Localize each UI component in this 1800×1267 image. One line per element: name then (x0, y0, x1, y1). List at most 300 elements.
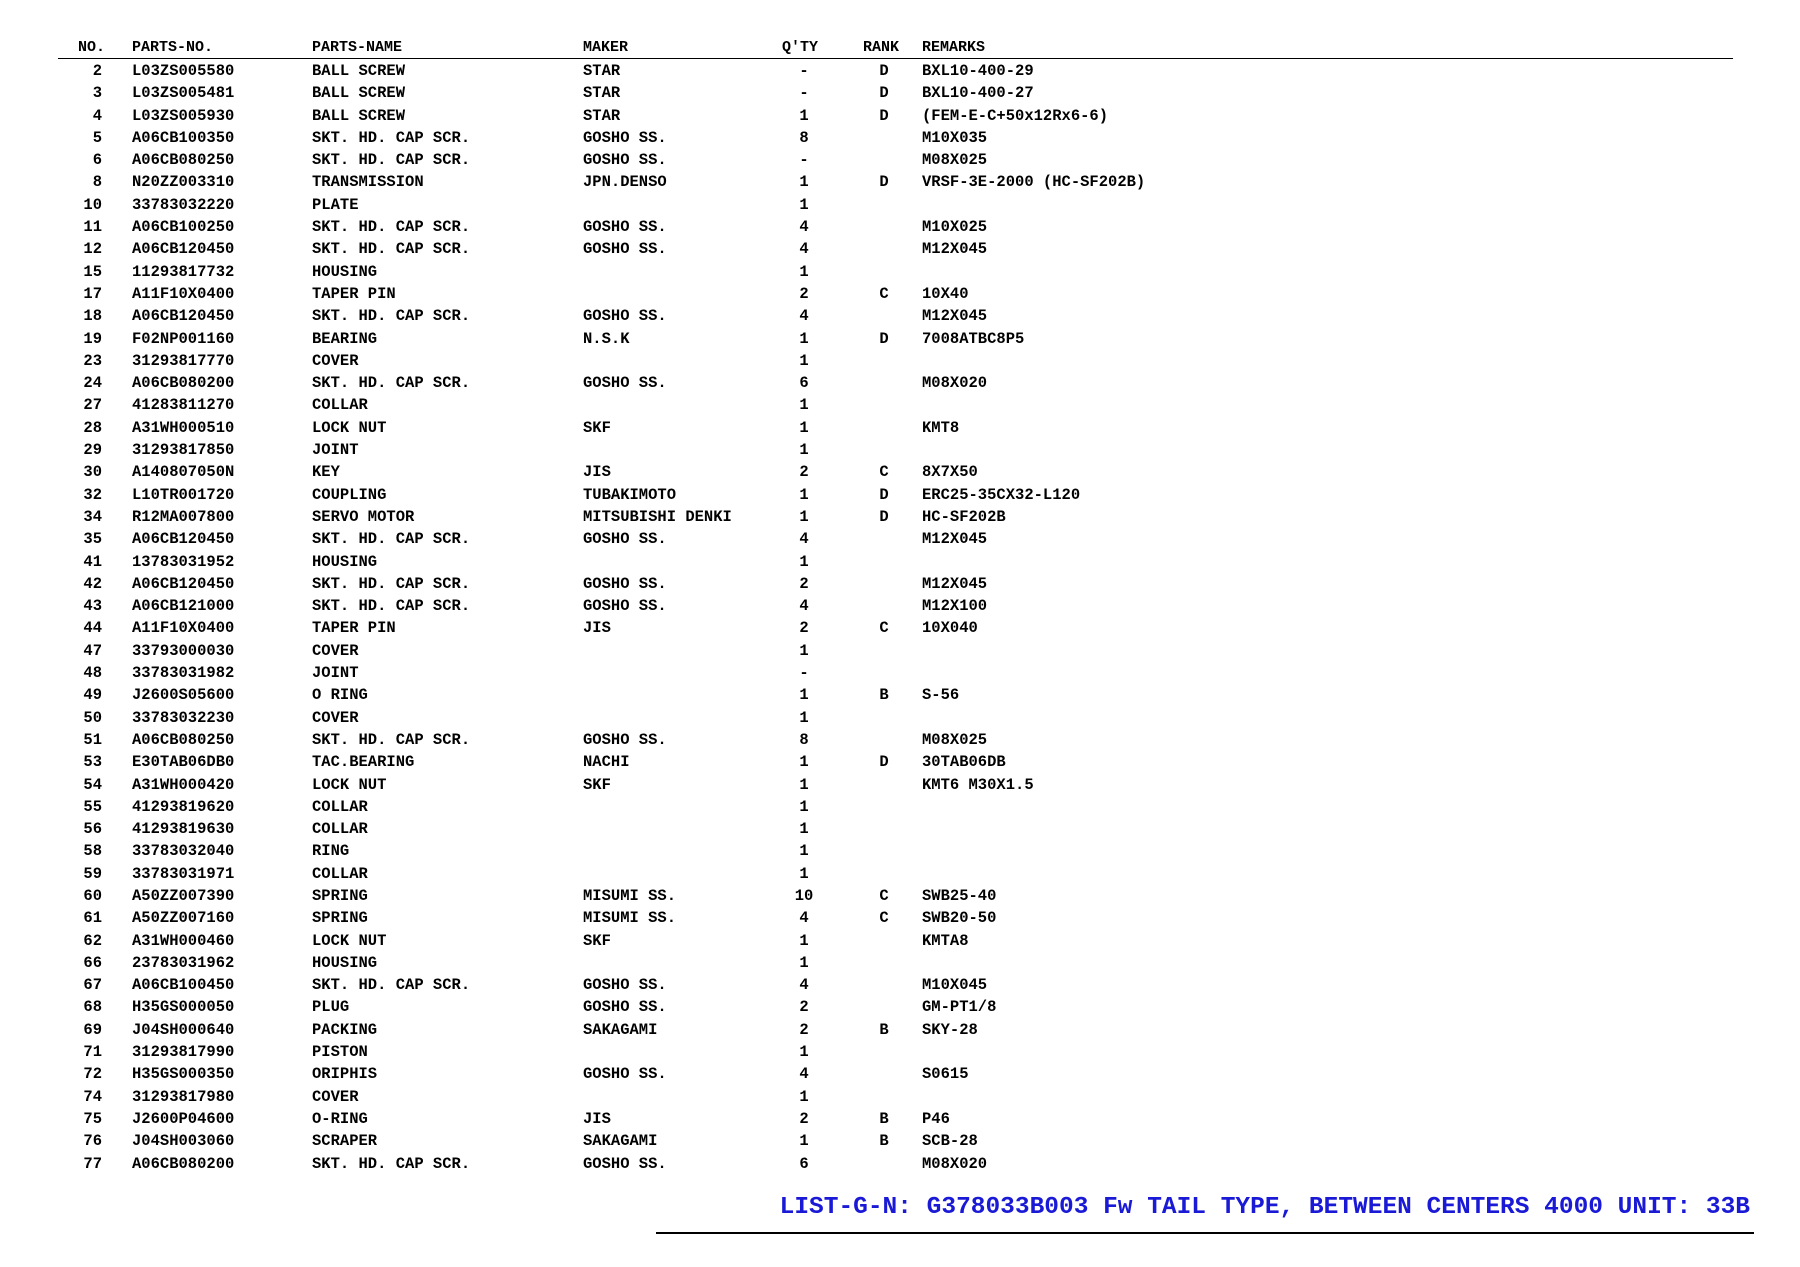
cell-qty: 8 (799, 128, 809, 147)
cell-parts-name: SKT. HD. CAP SCR. (312, 374, 471, 393)
cell-rank (856, 595, 912, 617)
cell-qty: 1 (799, 1043, 809, 1062)
cell-maker: GOSHO SS. (583, 240, 667, 259)
cell-no: 23 (83, 351, 102, 370)
cell-no: 71 (83, 1043, 102, 1062)
header-no: NO. (78, 39, 106, 56)
table-row (0, 640, 1800, 662)
cell-rank (856, 863, 912, 885)
cell-parts-name: BALL SCREW (312, 84, 406, 103)
cell-qty: 8 (799, 730, 809, 749)
cell-parts-no: A06CB080250 (132, 151, 235, 170)
cell-maker: GOSHO SS. (583, 151, 667, 170)
cell-rank: D (879, 507, 889, 526)
table-row (0, 707, 1800, 729)
cell-parts-name: SKT. HD. CAP SCR. (312, 128, 471, 147)
cell-rank: D (879, 62, 889, 80)
cell-parts-name: TRANSMISSION (312, 173, 424, 192)
cell-qty: 4 (799, 530, 809, 549)
cell-parts-no: A140807050N (132, 463, 235, 482)
cell-maker: GOSHO SS. (583, 218, 667, 237)
cell-maker: SAKAGAMI (583, 1132, 658, 1151)
cell-no: 34 (83, 507, 102, 526)
cell-no: 35 (83, 530, 102, 549)
cell-maker: MITSUBISHI DENKI (583, 507, 732, 526)
table-row (0, 394, 1800, 416)
cell-remarks: 7008ATBC8P5 (922, 329, 1025, 348)
cell-rank (856, 974, 912, 996)
table-row (0, 907, 1800, 929)
cell-parts-name: SKT. HD. CAP SCR. (312, 976, 471, 995)
cell-no: 66 (83, 953, 102, 972)
cell-qty: 1 (799, 1132, 809, 1151)
table-row (0, 729, 1800, 751)
table-row (0, 372, 1800, 394)
cell-remarks: M12X045 (922, 530, 988, 549)
table-row (0, 216, 1800, 238)
cell-rank: B (879, 1132, 889, 1151)
cell-maker: GOSHO SS. (583, 976, 667, 995)
cell-no: 55 (83, 797, 102, 816)
cell-parts-name: O RING (312, 686, 368, 705)
cell-qty: 1 (799, 775, 809, 794)
cell-remarks: HC-SF202B (922, 507, 1006, 526)
cell-rank (856, 261, 912, 283)
cell-rank (856, 573, 912, 595)
cell-parts-name: TAPER PIN (312, 619, 396, 638)
cell-parts-no: 23783031962 (132, 953, 235, 972)
cell-parts-no: 31293817990 (132, 1043, 235, 1062)
cell-parts-name: JOINT (312, 664, 359, 683)
table-row (0, 506, 1800, 528)
cell-parts-no: A11F10X0400 (132, 619, 235, 638)
cell-remarks: SWB20-50 (922, 909, 997, 928)
cell-remarks: M10X045 (922, 976, 988, 995)
cell-parts-name: TAPER PIN (312, 284, 396, 303)
cell-rank (856, 840, 912, 862)
cell-no: 8 (92, 173, 102, 192)
cell-parts-name: COVER (312, 641, 359, 660)
cell-rank (856, 796, 912, 818)
cell-qty: 2 (799, 284, 809, 303)
table-row (0, 573, 1800, 595)
cell-qty: 1 (799, 953, 809, 972)
cell-remarks: M12X045 (922, 574, 988, 593)
cell-no: 41 (83, 552, 102, 571)
cell-parts-no: A06CB100450 (132, 976, 235, 995)
cell-no: 62 (83, 931, 102, 950)
cell-qty: 2 (799, 619, 809, 638)
header-rule (58, 58, 1733, 59)
cell-parts-name: SKT. HD. CAP SCR. (312, 218, 471, 237)
cell-parts-name: SKT. HD. CAP SCR. (312, 574, 471, 593)
cell-maker: GOSHO SS. (583, 1154, 667, 1173)
cell-qty: 1 (799, 507, 809, 526)
cell-no: 49 (83, 686, 102, 705)
cell-parts-no: A31WH000420 (132, 775, 235, 794)
cell-rank: D (879, 485, 889, 504)
cell-qty: - (799, 664, 809, 683)
header-parts-no: PARTS-NO. (132, 39, 214, 56)
table-row (0, 996, 1800, 1018)
cell-maker: GOSHO SS. (583, 574, 667, 593)
table-row (0, 1041, 1800, 1063)
cell-remarks: M08X025 (922, 151, 988, 170)
cell-maker: STAR (583, 62, 621, 80)
cell-qty: - (799, 84, 809, 103)
cell-rank (856, 1153, 912, 1175)
cell-remarks: KMT8 (922, 418, 960, 437)
cell-parts-no: 33783032220 (132, 195, 235, 214)
cell-maker: TUBAKIMOTO (583, 485, 677, 504)
cell-rank (856, 372, 912, 394)
cell-no: 47 (83, 641, 102, 660)
cell-parts-name: KEY (312, 463, 340, 482)
cell-qty: - (799, 62, 809, 80)
cell-parts-no: 33783031971 (132, 864, 235, 883)
cell-parts-no: A31WH000460 (132, 931, 235, 950)
cell-remarks: 10X40 (922, 284, 969, 303)
cell-parts-name: COVER (312, 708, 359, 727)
cell-qty: 1 (799, 329, 809, 348)
cell-remarks: 8X7X50 (922, 463, 978, 482)
cell-rank (856, 662, 912, 684)
table-row (0, 171, 1800, 193)
cell-parts-no: 13783031952 (132, 552, 235, 571)
cell-parts-no: A50ZZ007160 (132, 909, 235, 928)
cell-remarks: GM-PT1/8 (922, 998, 997, 1017)
cell-maker: SKF (583, 775, 611, 794)
cell-rank (856, 818, 912, 840)
table-row (0, 328, 1800, 350)
header-maker: MAKER (583, 39, 629, 56)
cell-qty: 1 (799, 106, 809, 125)
cell-no: 67 (83, 976, 102, 995)
cell-remarks: M12X045 (922, 240, 988, 259)
cell-maker: JPN.DENSO (583, 173, 667, 192)
cell-parts-name: COLLAR (312, 864, 368, 883)
cell-maker: JIS (583, 1109, 611, 1128)
cell-no: 48 (83, 664, 102, 683)
cell-maker: GOSHO SS. (583, 307, 667, 326)
cell-qty: 4 (799, 976, 809, 995)
cell-remarks: M12X100 (922, 597, 988, 616)
cell-parts-no: N20ZZ003310 (132, 173, 235, 192)
cell-no: 6 (92, 151, 102, 170)
cell-parts-no: A06CB100250 (132, 218, 235, 237)
cell-qty: 1 (799, 1087, 809, 1106)
cell-parts-no: A31WH000510 (132, 418, 235, 437)
cell-remarks: S-56 (922, 686, 960, 705)
table-row (0, 60, 1800, 82)
cell-parts-no: L03ZS005481 (132, 84, 235, 103)
cell-maker: STAR (583, 84, 621, 103)
cell-parts-name: SKT. HD. CAP SCR. (312, 730, 471, 749)
cell-remarks: SKY-28 (922, 1020, 978, 1039)
cell-rank: B (879, 1020, 889, 1039)
header-rank: RANK (863, 39, 900, 56)
cell-rank (856, 149, 912, 171)
table-row (0, 305, 1800, 327)
table-row (0, 551, 1800, 573)
cell-remarks: VRSF-3E-2000 (HC-SF202B) (922, 173, 1146, 192)
cell-parts-name: JOINT (312, 441, 359, 460)
cell-remarks: SWB25-40 (922, 886, 997, 905)
cell-no: 68 (83, 998, 102, 1017)
cell-rank: D (879, 173, 889, 192)
cell-remarks: ERC25-35CX32-L120 (922, 485, 1081, 504)
cell-no: 19 (83, 329, 102, 348)
cell-qty: 2 (799, 1109, 809, 1128)
cell-qty: 1 (799, 931, 809, 950)
cell-qty: 2 (799, 1020, 809, 1039)
cell-rank: D (879, 84, 889, 103)
cell-remarks: M10X035 (922, 128, 988, 147)
table-row (0, 818, 1800, 840)
cell-parts-no: 33793000030 (132, 641, 235, 660)
cell-parts-name: BEARING (312, 329, 378, 348)
cell-no: 11 (83, 218, 102, 237)
cell-no: 56 (83, 820, 102, 839)
table-row (0, 1063, 1800, 1085)
header-remarks: REMARKS (922, 39, 986, 56)
cell-parts-name: COVER (312, 351, 359, 370)
cell-no: 61 (83, 909, 102, 928)
cell-qty: 1 (799, 262, 809, 281)
cell-no: 29 (83, 441, 102, 460)
cell-parts-no: R12MA007800 (132, 507, 235, 526)
cell-parts-no: 11293817732 (132, 262, 235, 281)
cell-rank: B (879, 1109, 889, 1128)
cell-qty: 1 (799, 753, 809, 772)
cell-qty: 2 (799, 998, 809, 1017)
cell-parts-name: SKT. HD. CAP SCR. (312, 1154, 471, 1173)
cell-parts-name: SKT. HD. CAP SCR. (312, 307, 471, 326)
cell-maker: GOSHO SS. (583, 998, 667, 1017)
table-row (0, 930, 1800, 952)
cell-no: 43 (83, 597, 102, 616)
cell-parts-name: BALL SCREW (312, 106, 406, 125)
cell-rank (856, 1063, 912, 1085)
cell-parts-name: SPRING (312, 886, 368, 905)
cell-rank (856, 417, 912, 439)
table-row (0, 105, 1800, 127)
cell-parts-name: PLUG (312, 998, 350, 1017)
cell-parts-no: A06CB120450 (132, 307, 235, 326)
cell-remarks: P46 (922, 1109, 950, 1128)
table-row (0, 952, 1800, 974)
cell-no: 50 (83, 708, 102, 727)
table-row (0, 751, 1800, 773)
cell-maker: STAR (583, 106, 621, 125)
cell-parts-name: COLLAR (312, 396, 368, 415)
cell-rank (856, 551, 912, 573)
cell-qty: 4 (799, 1065, 809, 1084)
cell-no: 24 (83, 374, 102, 393)
table-row (0, 528, 1800, 550)
table-row (0, 127, 1800, 149)
cell-qty: 2 (799, 574, 809, 593)
table-row (0, 1086, 1800, 1108)
cell-rank (856, 528, 912, 550)
table-row (0, 863, 1800, 885)
cell-remarks: KMTA8 (922, 931, 969, 950)
cell-parts-no: 31293817770 (132, 351, 235, 370)
cell-remarks: M08X020 (922, 374, 988, 393)
cell-parts-no: 33783032230 (132, 708, 235, 727)
cell-no: 30 (83, 463, 102, 482)
cell-rank (856, 305, 912, 327)
table-row (0, 149, 1800, 171)
cell-parts-no: F02NP001160 (132, 329, 235, 348)
cell-maker: N.S.K (583, 329, 630, 348)
cell-rank (856, 640, 912, 662)
cell-rank: B (879, 686, 889, 705)
table-row (0, 82, 1800, 104)
cell-maker: GOSHO SS. (583, 1065, 667, 1084)
cell-rank (856, 394, 912, 416)
cell-rank: D (879, 329, 889, 348)
header-parts-name: PARTS-NAME (312, 39, 403, 56)
cell-maker: NACHI (583, 753, 630, 772)
cell-qty: 1 (799, 351, 809, 370)
cell-remarks: 10X040 (922, 619, 978, 638)
table-row (0, 796, 1800, 818)
cell-qty: 1 (799, 797, 809, 816)
cell-parts-no: 31293817850 (132, 441, 235, 460)
cell-no: 74 (83, 1087, 102, 1106)
cell-rank (856, 350, 912, 372)
table-row (0, 840, 1800, 862)
cell-rank (856, 439, 912, 461)
cell-remarks: BXL10-400-27 (922, 84, 1034, 103)
cell-parts-no: L03ZS005930 (132, 106, 235, 125)
cell-parts-no: 33783032040 (132, 842, 235, 861)
cell-rank: C (879, 886, 889, 905)
cell-qty: 1 (799, 396, 809, 415)
cell-no: 4 (92, 106, 102, 125)
cell-no: 18 (83, 307, 102, 326)
cell-qty: 1 (799, 173, 809, 192)
cell-parts-name: HOUSING (312, 552, 378, 571)
list-title: LIST-G-N: G378033B003 Fw TAIL TYPE, BETWEEN CENTERS 4000 UNIT: 33B (779, 1194, 1750, 1221)
cell-parts-name: SKT. HD. CAP SCR. (312, 530, 471, 549)
cell-no: 10 (83, 195, 102, 214)
cell-maker: SKF (583, 418, 611, 437)
cell-parts-no: L10TR001720 (132, 485, 235, 504)
cell-qty: 4 (799, 218, 809, 237)
table-row (0, 885, 1800, 907)
cell-rank (856, 127, 912, 149)
cell-qty: 4 (799, 597, 809, 616)
cell-no: 75 (83, 1109, 102, 1128)
cell-no: 15 (83, 262, 102, 281)
cell-parts-name: HOUSING (312, 953, 378, 972)
cell-no: 54 (83, 775, 102, 794)
table-row (0, 774, 1800, 796)
cell-no: 76 (83, 1132, 102, 1151)
cell-no: 44 (83, 619, 102, 638)
cell-maker: GOSHO SS. (583, 530, 667, 549)
cell-rank (856, 238, 912, 260)
table-row (0, 439, 1800, 461)
table-row (0, 617, 1800, 639)
parts-table-body (0, 60, 1800, 1175)
table-row (0, 684, 1800, 706)
cell-no: 32 (83, 485, 102, 504)
cell-remarks: BXL10-400-29 (922, 62, 1034, 80)
cell-parts-name: PLATE (312, 195, 359, 214)
cell-parts-name: RING (312, 842, 350, 861)
table-row (0, 283, 1800, 305)
cell-parts-name: O-RING (312, 1109, 368, 1128)
cell-parts-name: PACKING (312, 1020, 378, 1039)
table-row (0, 484, 1800, 506)
cell-rank (856, 216, 912, 238)
cell-maker: MISUMI SS. (583, 909, 677, 928)
cell-remarks: SCB-28 (922, 1132, 978, 1151)
cell-parts-no: H35GS000050 (132, 998, 235, 1017)
cell-no: 72 (83, 1065, 102, 1084)
table-row (0, 194, 1800, 216)
cell-parts-name: COVER (312, 1087, 359, 1106)
cell-no: 53 (83, 753, 102, 772)
cell-no: 77 (83, 1154, 102, 1173)
cell-rank (856, 996, 912, 1018)
cell-qty: 1 (799, 842, 809, 861)
table-row (0, 238, 1800, 260)
cell-no: 58 (83, 842, 102, 861)
cell-parts-no: A06CB120450 (132, 240, 235, 259)
list-footer (656, 1191, 1754, 1225)
cell-parts-no: A06CB080200 (132, 374, 235, 393)
cell-parts-no: H35GS000350 (132, 1065, 235, 1084)
table-row (0, 417, 1800, 439)
cell-remarks: 30TAB06DB (922, 753, 1006, 772)
cell-parts-no: A06CB100350 (132, 128, 235, 147)
cell-parts-name: BALL SCREW (312, 62, 406, 80)
cell-remarks: M10X025 (922, 218, 988, 237)
cell-qty: 4 (799, 240, 809, 259)
cell-parts-name: LOCK NUT (312, 418, 387, 437)
cell-maker: GOSHO SS. (583, 128, 667, 147)
cell-parts-name: PISTON (312, 1043, 368, 1062)
cell-rank (856, 194, 912, 216)
cell-remarks: (FEM-E-C+50x12Rx6-6) (922, 106, 1109, 125)
cell-parts-name: ORIPHIS (312, 1065, 378, 1084)
cell-parts-no: E30TAB06DB0 (132, 753, 235, 772)
cell-parts-no: 41293819630 (132, 820, 235, 839)
cell-maker: GOSHO SS. (583, 597, 667, 616)
cell-qty: 6 (799, 1154, 809, 1173)
table-row (0, 1153, 1800, 1175)
cell-no: 3 (92, 84, 102, 103)
cell-no: 69 (83, 1020, 102, 1039)
cell-rank: C (879, 463, 889, 482)
cell-remarks: KMT6 M30X1.5 (922, 775, 1034, 794)
cell-parts-no: 33783031982 (132, 664, 235, 683)
table-row (0, 1130, 1800, 1152)
cell-qty: 10 (794, 886, 814, 905)
table-row (0, 1019, 1800, 1041)
cell-parts-no: L03ZS005580 (132, 62, 235, 80)
cell-qty: 1 (799, 485, 809, 504)
cell-parts-name: SKT. HD. CAP SCR. (312, 151, 471, 170)
cell-qty: 1 (799, 864, 809, 883)
table-row (0, 350, 1800, 372)
cell-parts-no: 41283811270 (132, 396, 235, 415)
cell-maker: MISUMI SS. (583, 886, 677, 905)
